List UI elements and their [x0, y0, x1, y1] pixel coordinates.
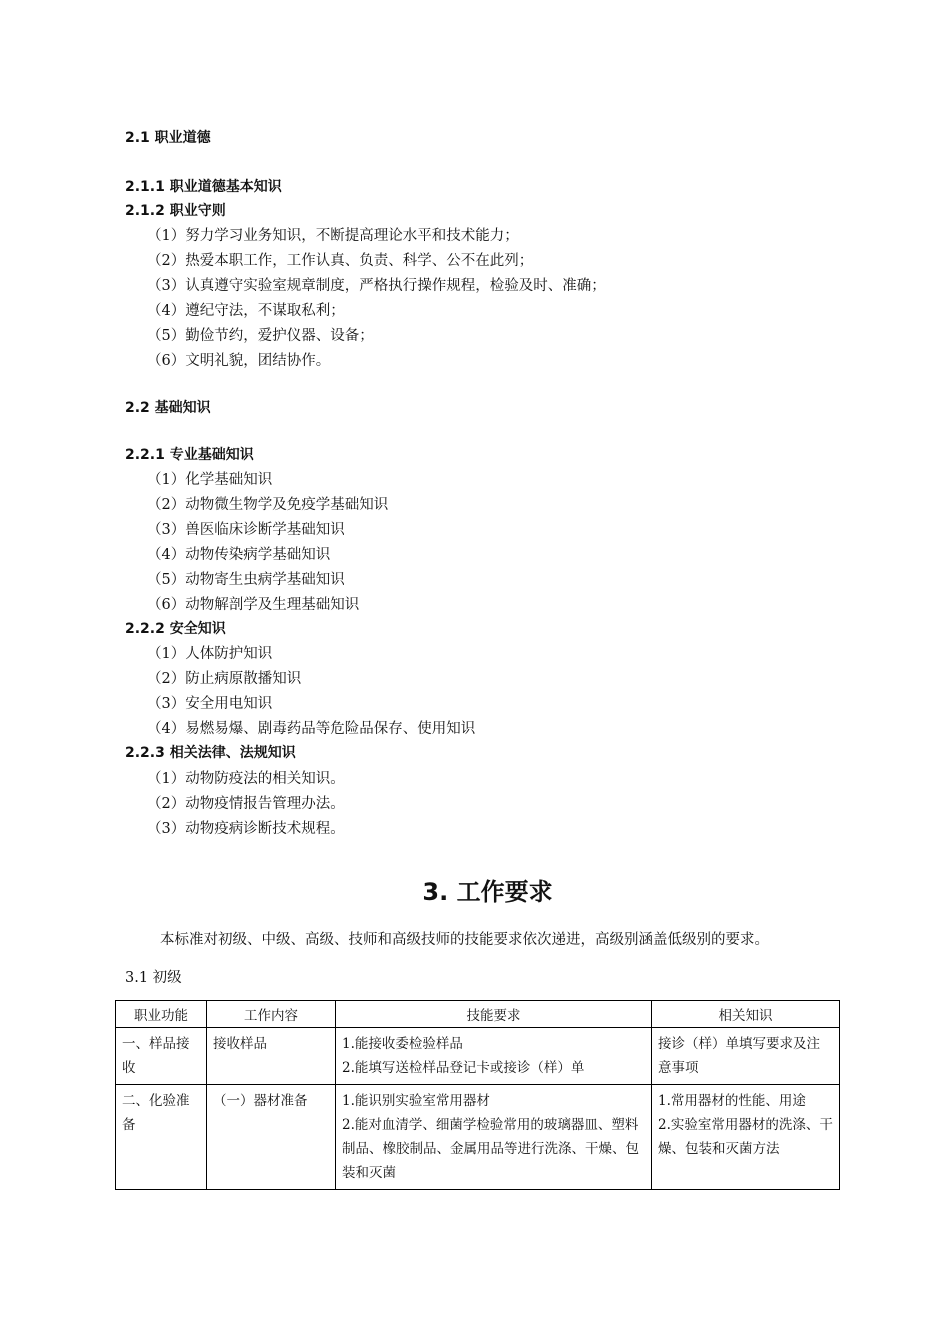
list-item: （4）易燃易爆、剧毒药品等危险品保存、使用知识 [147, 721, 476, 737]
col-header-content: 工作内容 [207, 1001, 336, 1028]
cell-function [116, 1085, 207, 1190]
cell-skills [336, 1028, 652, 1085]
table-row [116, 1028, 840, 1085]
heading-2-2-2: 2.2.2 安全知识 [125, 621, 226, 637]
knowledge-line: 接诊（样）单填写要求及注意事项 [658, 1036, 820, 1076]
list-item: （4）遵纪守法，不谋取私利； [147, 303, 345, 319]
table-header-row [116, 1001, 840, 1028]
cell-skills [336, 1085, 652, 1190]
heading-2-2: 2.2 基础知识 [125, 400, 211, 416]
list-item: （2）热爱本职工作，工作认真、负责、科学、公不在此列； [147, 253, 534, 269]
list-item: （5）动物寄生虫病学基础知识 [147, 572, 345, 588]
cell-knowledge [652, 1028, 840, 1085]
list-item: （5）勤俭节约，爱护仪器、设备； [147, 328, 374, 344]
content-text: 接收样品 [213, 1036, 267, 1052]
col-header-skills: 技能要求 [336, 1001, 652, 1028]
col-header-knowledge: 相关知识 [652, 1001, 840, 1028]
heading-2-2-3: 2.2.3 相关法律、法规知识 [125, 745, 296, 761]
cell-function [116, 1028, 207, 1085]
cell-content [207, 1085, 336, 1190]
knowledge-line: 2.实验室常用器材的洗涤、干燥、包装和灭菌方法 [658, 1117, 833, 1157]
content-text: （一）器材准备 [213, 1093, 308, 1109]
cell-content [207, 1028, 336, 1085]
list-item: （3）动物疫病诊断技术规程。 [147, 821, 345, 837]
heading-2-2-1: 2.2.1 专业基础知识 [125, 447, 254, 463]
table-row [116, 1085, 840, 1190]
col-header-function: 职业功能 [116, 1001, 207, 1028]
list-item: （1）动物防疫法的相关知识。 [147, 771, 345, 787]
list-item: （2）动物疫情报告管理办法。 [147, 796, 345, 812]
function-text: 一、样品接收 [122, 1036, 190, 1076]
list-item: （1）化学基础知识 [147, 472, 273, 488]
skill-line: 2.能填写送检样品登记卡或接诊（样）单 [342, 1060, 585, 1076]
list-item: （4）动物传染病学基础知识 [147, 547, 331, 563]
list-item: （1）努力学习业务知识，不断提高理论水平和技术能力； [147, 228, 519, 244]
knowledge-line: 1.常用器材的性能、用途 [658, 1093, 806, 1109]
section-3-intro: 本标准对初级、中级、高级、技师和高级技师的技能要求依次递进，高级别涵盖低级别的要求。 [160, 932, 769, 948]
list-item: （6）文明礼貌，团结协作。 [147, 353, 331, 369]
list-item: （3）安全用电知识 [147, 696, 273, 712]
list-item: （6）动物解剖学及生理基础知识 [147, 597, 360, 613]
skill-line: 2.能对血清学、细菌学检验常用的玻璃器皿、塑料制品、橡胶制品、金属用品等进行洗涤、干燥、包装和灭菌 [342, 1117, 639, 1181]
heading-2-1-2: 2.1.2 职业守则 [125, 203, 226, 219]
list-item: （3）认真遵守实验室规章制度，严格执行操作规程，检验及时、准确； [147, 278, 606, 294]
list-item: （2）动物微生物学及免疫学基础知识 [147, 497, 389, 513]
section-3-title: 3. 工作要求 [422, 878, 553, 906]
level-heading: 3.1 初级 [125, 970, 182, 986]
cell-knowledge [652, 1085, 840, 1190]
function-text: 二、化验准备 [122, 1093, 190, 1133]
list-item: （2）防止病原散播知识 [147, 671, 302, 687]
list-item: （3）兽医临床诊断学基础知识 [147, 522, 345, 538]
skill-line: 1.能接收委检验样品 [342, 1036, 463, 1052]
heading-2-1-1: 2.1.1 职业道德基本知识 [125, 179, 282, 195]
list-item: （1）人体防护知识 [147, 646, 273, 662]
heading-2-1: 2.1 职业道德 [125, 130, 211, 146]
skill-line: 1.能识别实验室常用器材 [342, 1093, 490, 1109]
requirements-table [115, 1000, 840, 1190]
